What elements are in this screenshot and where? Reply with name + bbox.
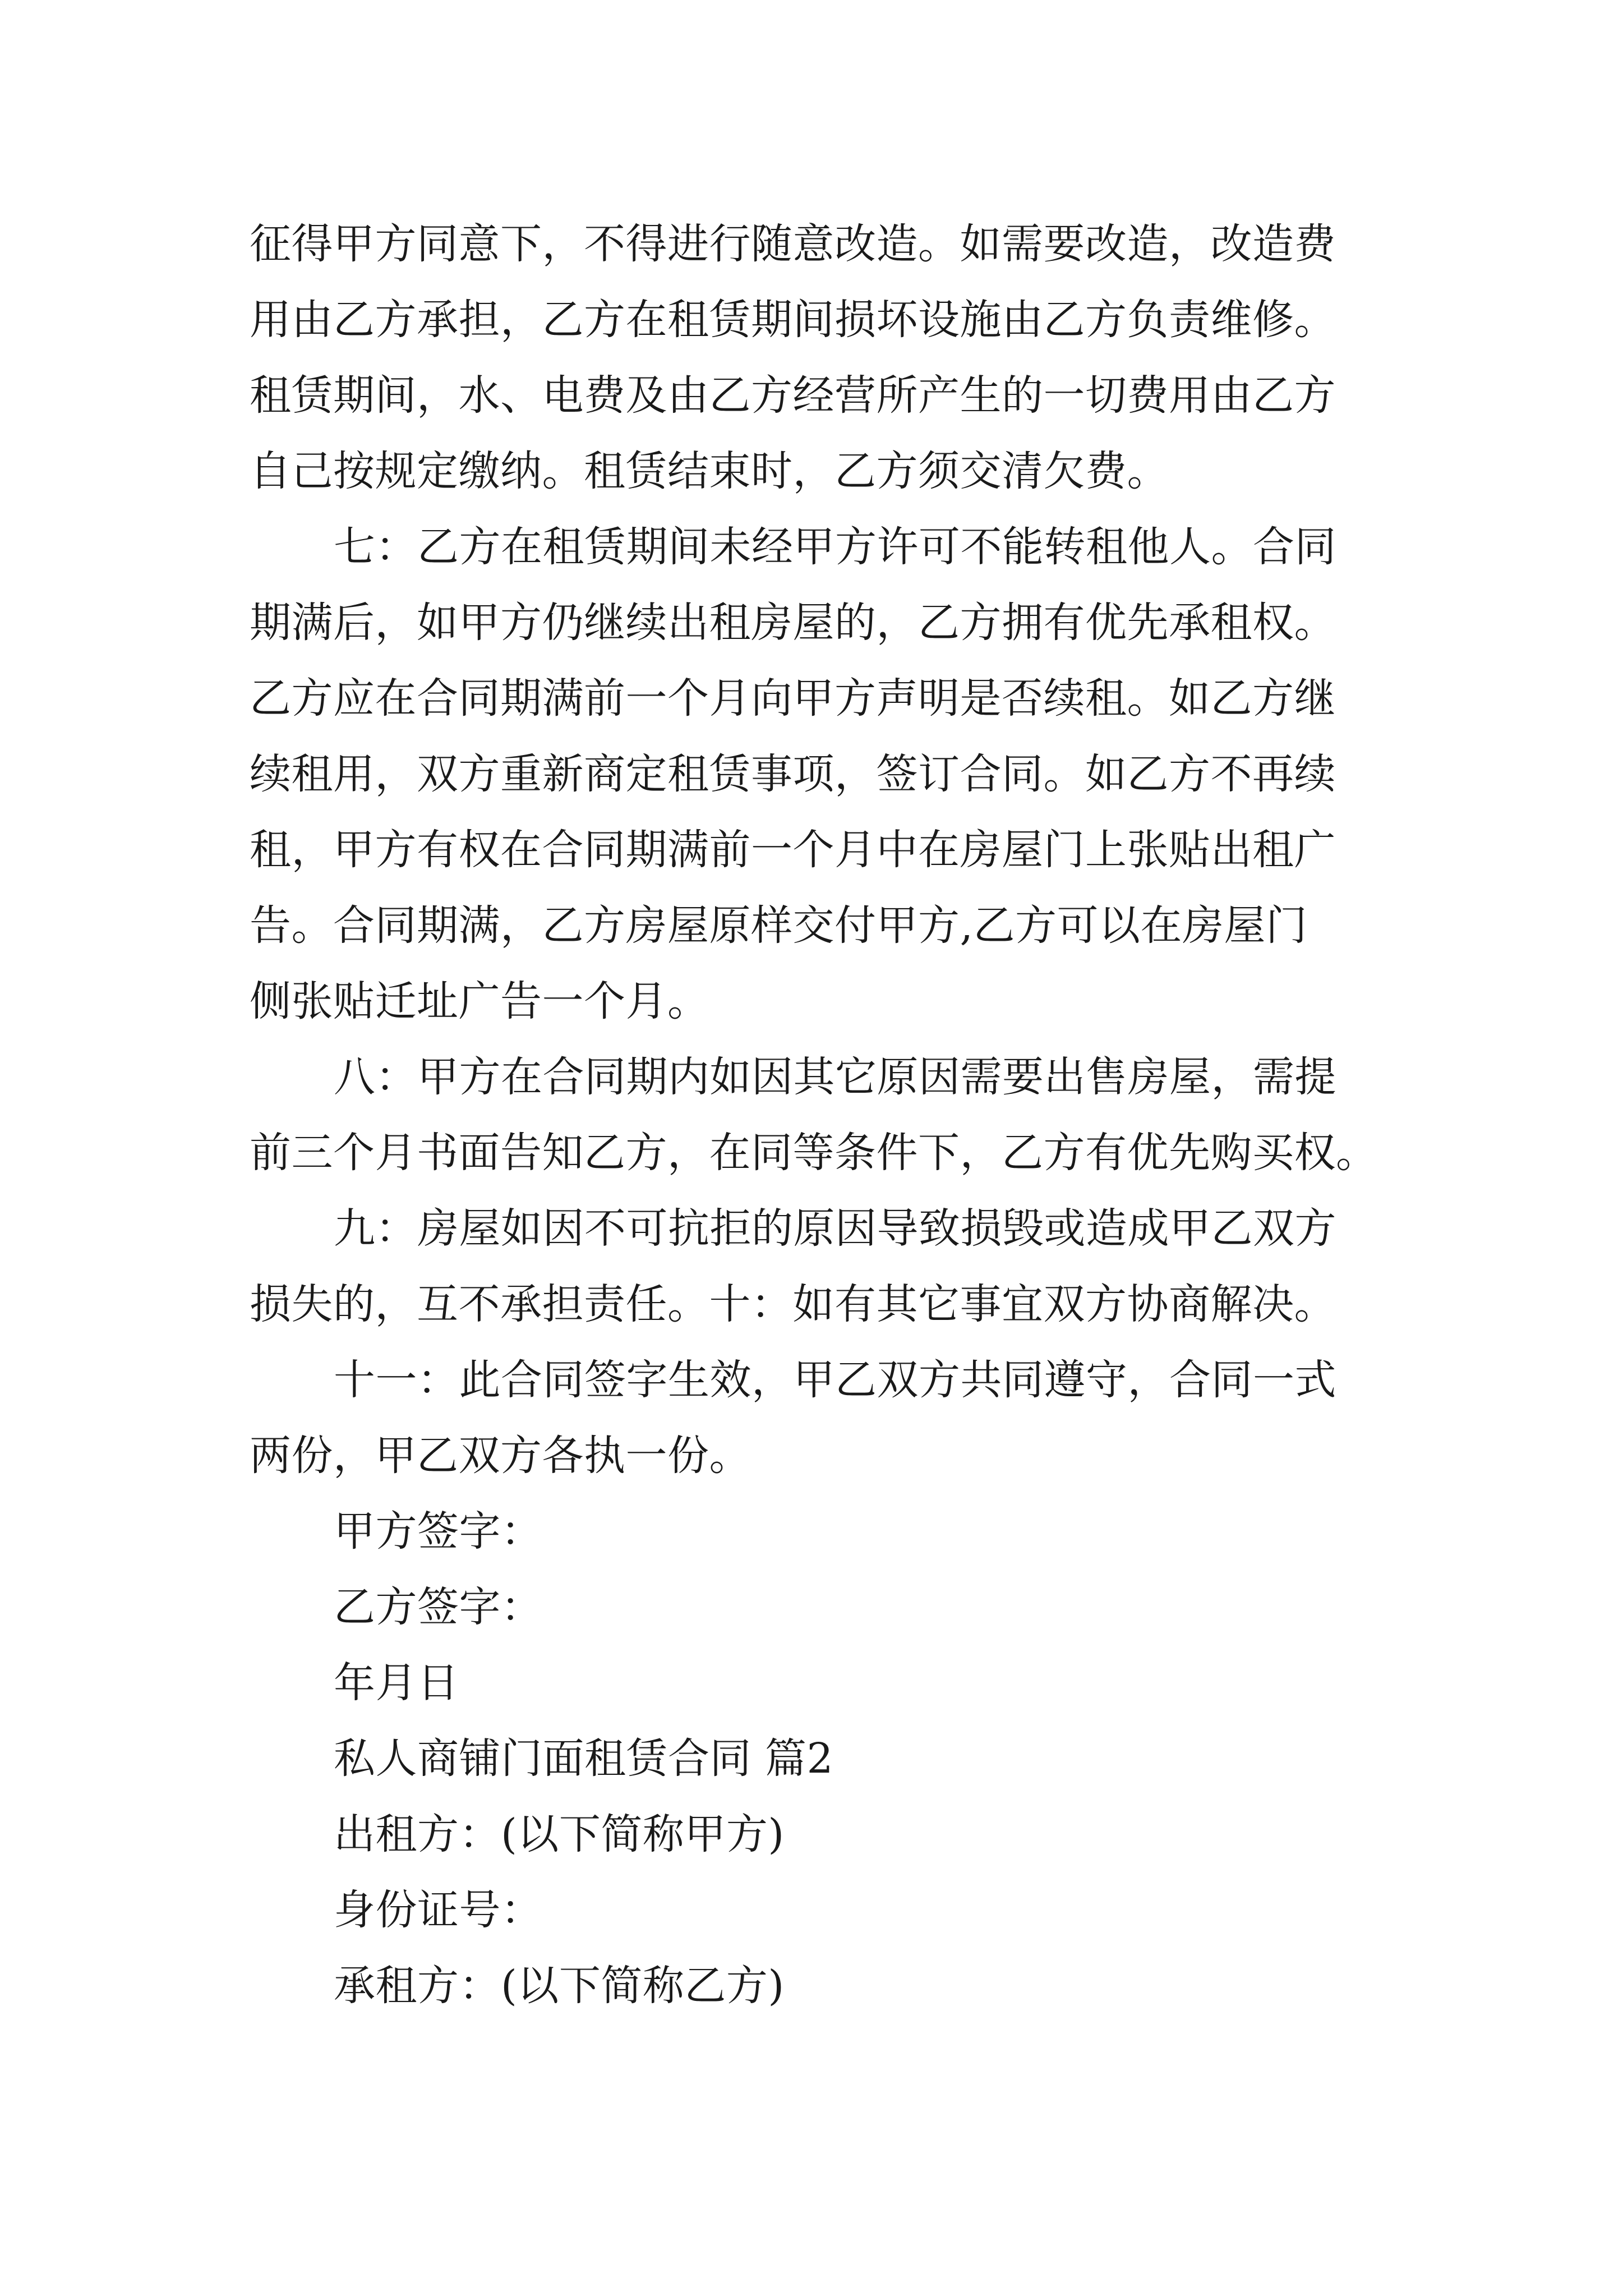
lessee-line: 承租方：(以下简称乙方) bbox=[334, 1962, 785, 2010]
signature-date: 年月日 bbox=[334, 1659, 459, 1707]
section-heading: 私人商铺门面租赁合同 篇2 bbox=[334, 1734, 834, 1783]
text-line: 侧张贴迁址广告一个月。 bbox=[250, 977, 709, 1025]
text-line: 损失的，互不承担责任。十：如有其它事宜双方协商解决。 bbox=[250, 1280, 1336, 1328]
clause-11-line: 十一：此合同签字生效，甲乙双方共同遵守，合同一式 bbox=[334, 1356, 1336, 1404]
text-line: 告。合同期满，乙方房屋原样交付甲方,乙方可以在房屋门 bbox=[250, 901, 1308, 950]
id-number-line: 身份证号： bbox=[334, 1886, 543, 1934]
text-line: 自己按规定缴纳。租赁结束时，乙方须交清欠费。 bbox=[250, 447, 1169, 495]
text-line: 征得甲方同意下，不得进行随意改造。如需要改造，改造费 bbox=[250, 220, 1336, 268]
text-line: 乙方应在合同期满前一个月向甲方声明是否续租。如乙方继 bbox=[250, 674, 1336, 723]
clause-7-line: 七：乙方在租赁期间未经甲方许可不能转租他人。合同 bbox=[334, 523, 1336, 571]
lessor-line: 出租方：(以下简称甲方) bbox=[334, 1810, 785, 1858]
document-body bbox=[250, 206, 1399, 2024]
text-line: 续租用，双方重新商定租赁事项，签订合同。如乙方不再续 bbox=[250, 750, 1336, 798]
text-line: 两份，甲乙双方各执一份。 bbox=[250, 1432, 751, 1480]
text-line: 租赁期间，水、电费及由乙方经营所产生的一切费用由乙方 bbox=[250, 371, 1336, 420]
text-line: 租，甲方有权在合同期满前一个月中在房屋门上张贴出租广 bbox=[250, 826, 1336, 874]
text-line: 用由乙方承担，乙方在租赁期间损坏设施由乙方负责维修。 bbox=[250, 296, 1336, 344]
text-line: 前三个月书面告知乙方，在同等条件下，乙方有优先购买权。 bbox=[250, 1129, 1378, 1177]
party-b-signature: 乙方签字： bbox=[334, 1583, 543, 1631]
text-line: 期满后，如甲方仍继续出租房屋的，乙方拥有优先承租权。 bbox=[250, 599, 1336, 647]
party-a-signature: 甲方签字： bbox=[334, 1507, 543, 1556]
clause-9-line: 九：房屋如因不可抗拒的原因导致损毁或造成甲乙双方 bbox=[334, 1204, 1336, 1253]
clause-8-line: 八：甲方在合同期内如因其它原因需要出售房屋，需提 bbox=[334, 1053, 1336, 1101]
